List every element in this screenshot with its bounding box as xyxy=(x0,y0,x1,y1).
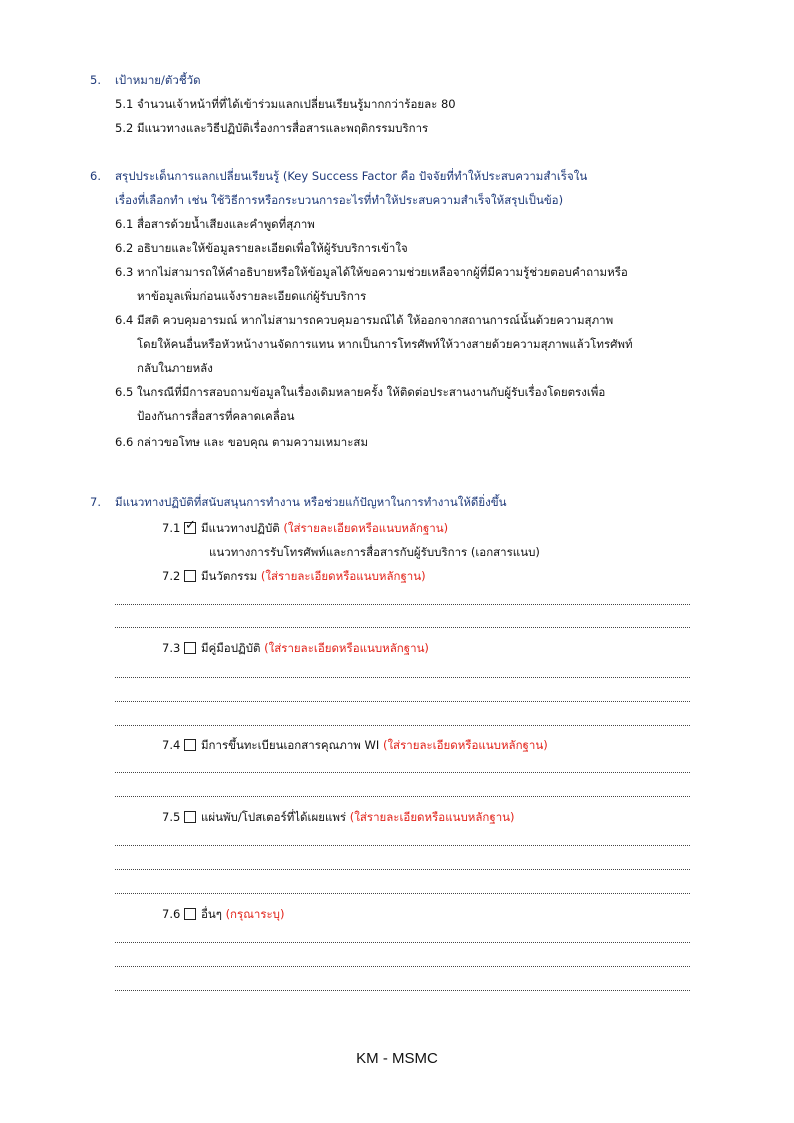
option-7-2-label: มีนวัตกรรม xyxy=(200,569,258,583)
s6-item-2: 6.2 อธิบายและให้ข้อมูลรายละเอียดเพื่อให้ผู้รับบริการเข้าใจ xyxy=(115,241,408,255)
option-7-6-note: (กรุณาระบุ) xyxy=(225,907,285,921)
s6-title-line2: เรื่องที่เลือกทำ เช่น ใช้วิธีการหรือกระบวนการอะไรที่ทำให้ประสบความสำเร็จให้สรุปเป็นข้อ) xyxy=(115,193,564,207)
fill-line[interactable] xyxy=(115,627,690,628)
s5-item-2: 5.2 มีแนวทางและวิธีปฏิบัติเรื่องการสื่อสารและพฤติกรรมบริการ xyxy=(115,121,429,135)
s6-title-line1: สรุปประเด็นการแลกเปลี่ยนเรียนรู้ (Key Success Factor คือ ปัจจัยที่ทำให้ประสบความสำเร็จใน xyxy=(115,169,588,183)
s6-item-4-cont2: กลับในภายหลัง xyxy=(137,361,213,375)
s7-title: มีแนวทางปฏิบัติที่สนับสนุนการทำงาน หรือช่วยแก้ปัญหาในการทำงานให้ดียิ่งขึ้น xyxy=(115,495,507,509)
option-7-4-checkbox[interactable] xyxy=(184,739,196,751)
fill-line[interactable] xyxy=(115,942,690,943)
option-7-6-checkbox[interactable] xyxy=(184,908,196,920)
option-7-3-number: 7.3 xyxy=(162,641,181,655)
option-7-4-note: (ใส่รายละเอียดหรือแนบหลักฐาน) xyxy=(382,738,548,752)
option-7-1-checkbox[interactable] xyxy=(184,522,196,534)
s5-title: เป้าหมาย/ตัวชี้วัด xyxy=(115,73,201,87)
fill-line[interactable] xyxy=(115,893,690,894)
fill-line[interactable] xyxy=(115,966,690,967)
option-7-4-label: มีการขึ้นทะเบียนเอกสารคุณภาพ WI xyxy=(200,738,380,752)
page-footer: KM - MSMC xyxy=(356,1050,438,1067)
option-7-2-number: 7.2 xyxy=(162,569,181,583)
fill-line[interactable] xyxy=(115,845,690,846)
s6-item-3-cont: หาข้อมูลเพิ่มก่อนแจ้งรายละเอียดแก่ผู้รับบริการ xyxy=(137,289,367,303)
option-7-6 xyxy=(162,906,284,922)
s6-item-5-cont: ป้องกันการสื่อสารที่คลาดเคลื่อน xyxy=(137,409,295,423)
option-7-5-label: แผ่นพับ/โปสเตอร์ที่ได้เผยแพร่ xyxy=(200,810,347,824)
s6-item-5: 6.5 ในกรณีที่มีการสอบถามข้อมูลในเรื่องเดิมหลายครั้ง ให้ติดต่อประสานงานกับผู้รับเรื่องโดยตรงเพื่อ xyxy=(115,385,606,399)
fill-line[interactable] xyxy=(115,772,690,773)
fill-line[interactable] xyxy=(115,869,690,870)
fill-line[interactable] xyxy=(115,677,690,678)
option-7-3-checkbox[interactable] xyxy=(184,642,196,654)
option-7-2 xyxy=(162,568,426,584)
s6-item-4: 6.4 มีสติ ควบคุมอารมณ์ หากไม่สามารถควบคุมอารมณ์ได้ ให้ออกจากสถานการณ์นั้นด้วยความสุภาพ xyxy=(115,313,614,327)
s6-number: 6. xyxy=(90,169,101,183)
s5-number: 5. xyxy=(90,73,101,87)
option-7-5-number: 7.5 xyxy=(162,810,181,824)
option-7-4 xyxy=(162,737,548,753)
option-7-3-label: มีคู่มือปฏิบัติ xyxy=(200,641,261,655)
option-7-1-number: 7.1 xyxy=(162,521,181,535)
option-7-1-detail: แนวทางการรับโทรศัพท์และการสื่อสารกับผู้รับบริการ (เอกสารแนบ) xyxy=(209,545,540,559)
option-7-5-note: (ใส่รายละเอียดหรือแนบหลักฐาน) xyxy=(349,810,515,824)
option-7-3 xyxy=(162,640,429,656)
fill-line[interactable] xyxy=(115,796,690,797)
option-7-6-number: 7.6 xyxy=(162,907,181,921)
option-7-1-note: (ใส่รายละเอียดหรือแนบหลักฐาน) xyxy=(283,521,449,535)
option-7-5-checkbox[interactable] xyxy=(184,811,196,823)
option-7-4-number: 7.4 xyxy=(162,738,181,752)
option-7-3-note: (ใส่รายละเอียดหรือแนบหลักฐาน) xyxy=(264,641,429,655)
s6-item-4-cont1: โดยให้คนอื่นหรือหัวหน้างานจัดการแทน หากเป็นการโทรศัพท์ให้วางสายด้วยความสุภาพแล้วโทรศัพท์ xyxy=(137,337,633,351)
fill-line[interactable] xyxy=(115,725,690,726)
option-7-6-label: อื่นๆ xyxy=(200,907,222,921)
s6-item-1: 6.1 สื่อสารด้วยน้ำเสียงและคำพูดที่สุภาพ xyxy=(115,217,315,231)
s6-item-3: 6.3 หากไม่สามารถให้คำอธิบายหรือให้ข้อมูลได้ให้ขอความช่วยเหลือจากผู้ที่มีความรู้ช่วยตอบคำถามหรือ xyxy=(115,265,628,279)
s5-item-1: 5.1 จำนวนเจ้าหน้าที่ที่ได้เข้าร่วมแลกเปลี่ยนเรียนรู้มากกว่าร้อยละ 80 xyxy=(115,97,456,111)
fill-line[interactable] xyxy=(115,604,690,605)
option-7-2-checkbox[interactable] xyxy=(184,570,196,582)
option-7-5 xyxy=(162,809,515,825)
s6-item-6: 6.6 กล่าวขอโทษ และ ขอบคุณ ตามความเหมาะสม xyxy=(115,435,369,449)
fill-line[interactable] xyxy=(115,701,690,702)
option-7-1-label: มีแนวทางปฏิบัติ xyxy=(200,521,280,535)
option-7-2-note: (ใส่รายละเอียดหรือแนบหลักฐาน) xyxy=(260,569,426,583)
fill-line[interactable] xyxy=(115,990,690,991)
option-7-1 xyxy=(162,520,448,536)
s7-number: 7. xyxy=(90,495,101,509)
